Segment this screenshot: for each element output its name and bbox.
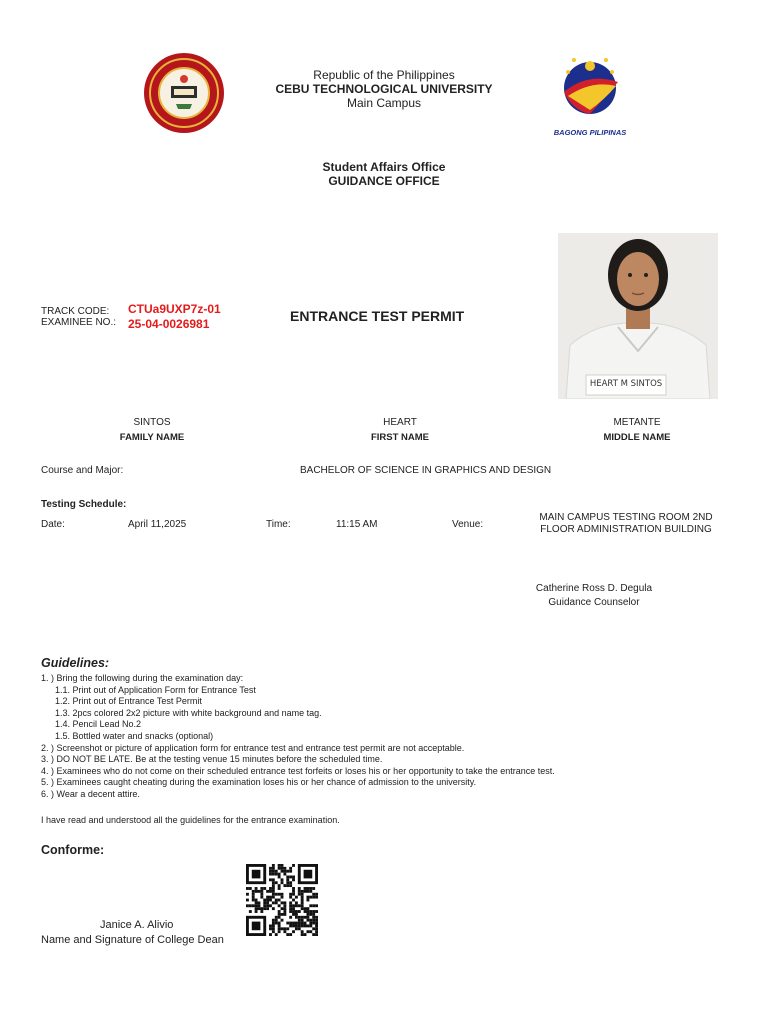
track-code-label: TRACK CODE: [41, 306, 110, 317]
middle-name-value: METANTE [613, 417, 661, 428]
republic-text: Republic of the Philippines [313, 68, 455, 82]
acknowledgement-text: I have read and understood all the guidelines for the entrance examination. [41, 815, 340, 825]
time-value: 11:15 AM [336, 519, 378, 530]
dean-title: Name and Signature of College Dean [41, 934, 224, 946]
time-label: Time: [266, 519, 291, 530]
family-name-label: FAMILY NAME [119, 432, 185, 443]
venue-value-line1: MAIN CAMPUS TESTING ROOM 2ND [539, 512, 713, 523]
dean-name: Janice A. Alivio [100, 919, 174, 931]
counselor-name: Catherine Ross D. Degula [535, 583, 653, 594]
bagong-pilipinas-logo [548, 52, 632, 137]
first-name-label: FIRST NAME [370, 432, 430, 443]
date-label: Date: [41, 519, 65, 530]
student-affairs-office: Student Affairs Office [322, 160, 446, 174]
guideline-item: 2. ) Screenshot or picture of application form for entrance test and entrance test permit are not acceptable. [41, 742, 465, 753]
guideline-subitem: 1.2. Print out of Entrance Test Permit [55, 696, 202, 707]
examinee-photo [558, 233, 718, 399]
conforme-heading: Conforme: [41, 843, 105, 857]
guideline-item: 3. ) DO NOT BE LATE. Be at the testing venue 15 minutes before the scheduled time. [41, 754, 383, 765]
first-name-value: HEART [383, 417, 417, 428]
campus-name: Main Campus [346, 96, 422, 110]
guideline-item: 5. ) Examinees caught cheating during the examination loses his or her chance of admission to the university. [41, 777, 477, 788]
family-name-value: SINTOS [133, 417, 171, 428]
examinee-no-value: 25-04-0026981 [128, 317, 210, 331]
guidelines-list [41, 673, 555, 801]
date-value: April 11,2025 [128, 519, 187, 530]
guideline-subitem: 1.3. 2pcs colored 2x2 picture with white background and name tag. [55, 707, 322, 718]
guidance-office: GUIDANCE OFFICE [328, 174, 440, 188]
examinee-no-label: EXAMINEE NO.: [41, 317, 117, 328]
bagong-pilipinas-caption: BAGONG PILIPINAS [553, 128, 627, 137]
course-value: BACHELOR OF SCIENCE IN GRAPHICS AND DESIGN [300, 465, 552, 476]
guideline-subitem: 1.4. Pencil Lead No.2 [55, 719, 142, 730]
counselor-title: Guidance Counselor [548, 597, 640, 608]
middle-name-label: MIDDLE NAME [603, 432, 671, 443]
guideline-item: 1. ) Bring the following during the examination day: [41, 673, 244, 683]
course-label: Course and Major: [41, 465, 124, 476]
permit-title: ENTRANCE TEST PERMIT [290, 308, 465, 324]
venue-value-line2: FLOOR ADMINISTRATION BUILDING [540, 524, 712, 535]
university-name: CEBU TECHNOLOGICAL UNIVERSITY [275, 82, 493, 96]
guideline-item: 6. ) Wear a decent attire. [41, 788, 140, 799]
guidelines-heading: Guidelines: [41, 656, 110, 670]
photo-name-tag: HEART M SINTOS [589, 379, 663, 389]
venue-label: Venue: [452, 519, 484, 530]
qr-code [246, 864, 318, 936]
guideline-item: 4. ) Examinees who do not come on their scheduled entrance test forfeits or loses his or her opportunity to take the entrance test. [41, 765, 555, 776]
track-code-value: CTUa9UXP7z-01 [128, 302, 221, 316]
guideline-subitem: 1.5. Bottled water and snacks (optional) [55, 730, 214, 741]
guideline-subitem: 1.1. Print out of Application Form for Entrance Test [55, 684, 256, 695]
testing-schedule-heading: Testing Schedule: [41, 499, 127, 510]
